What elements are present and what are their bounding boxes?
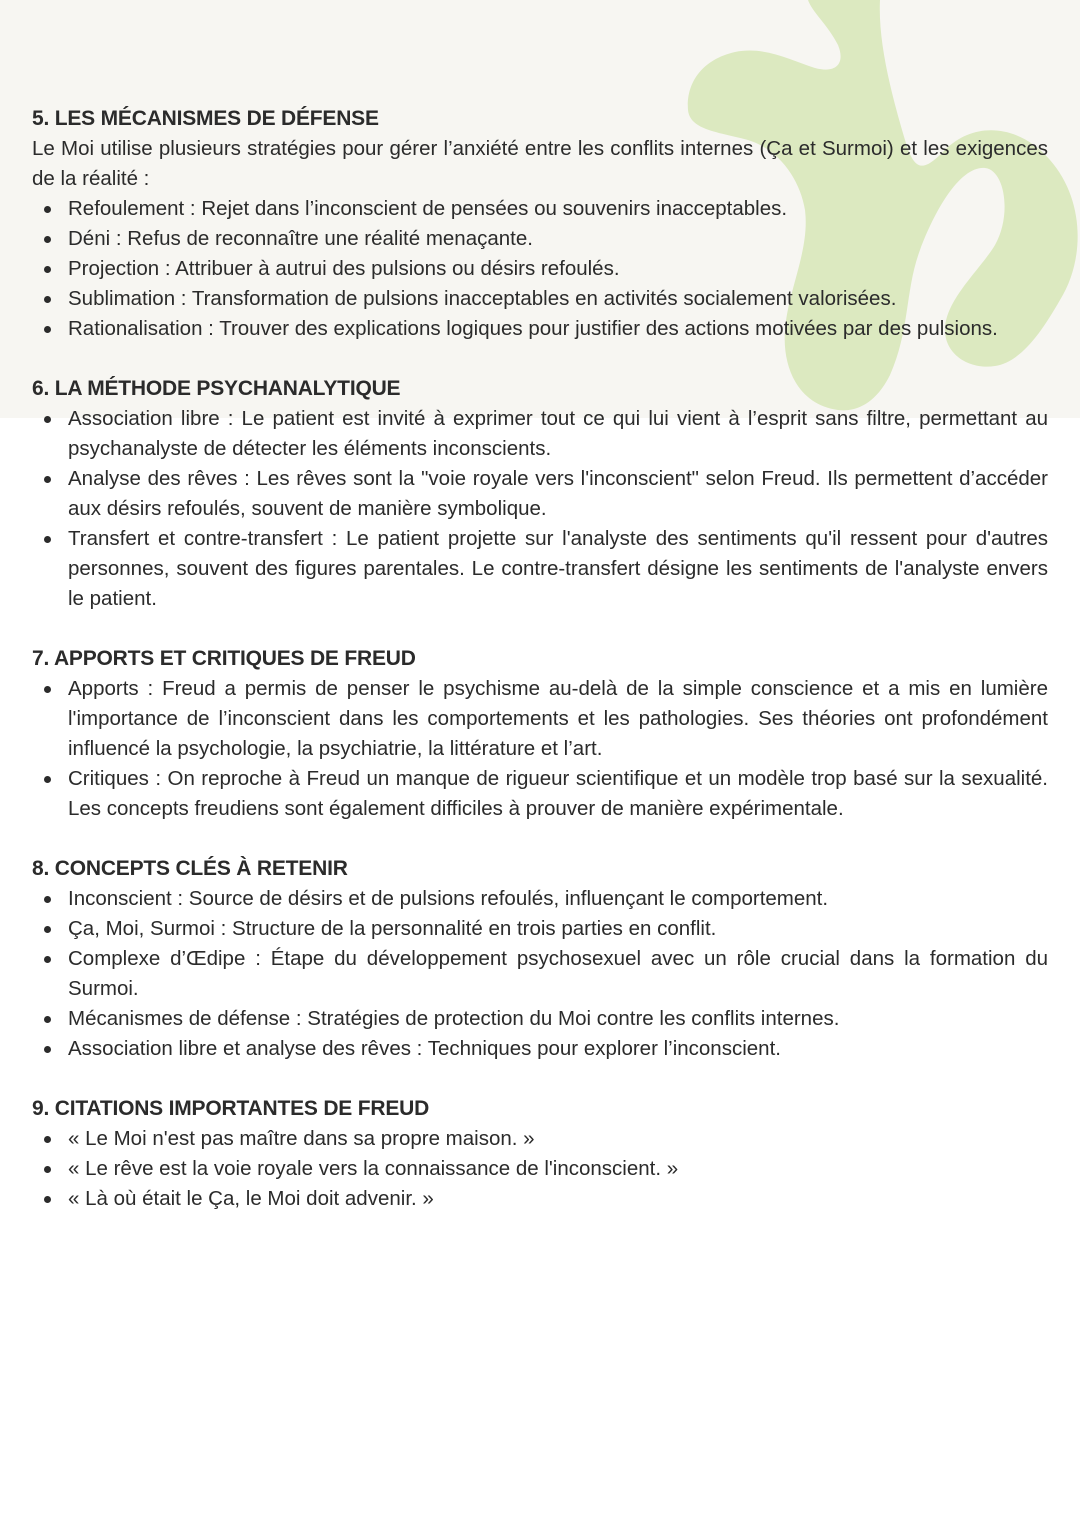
section-title: 8. CONCEPTS CLÉS À RETENIR <box>32 857 348 880</box>
list-item: Apports : Freud a permis de penser le psychisme au-delà de la simple conscience et a mis en lumière l'importance de l’inconscient dans les comportements et les pathologies. Ses théories ont profondément influencé la psychologie, la psychiatrie, la littérature et l’art. <box>32 674 1048 764</box>
bullet-icon <box>44 476 51 483</box>
bullet-icon <box>44 266 51 273</box>
bullet-icon <box>44 896 51 903</box>
list-item: Association libre : Le patient est invité à exprimer tout ce qui lui vient à l’esprit sans filtre, permettant au psychanalyste de détecter les éléments inconscients. <box>32 404 1048 464</box>
section-contributions-critiques <box>32 644 1048 824</box>
list-item: Complexe d’Œdipe : Étape du développement psychosexuel avec un rôle crucial dans la formation du Surmoi. <box>32 944 1048 1004</box>
section-intro: Le Moi utilise plusieurs stratégies pour gérer l’anxiété entre les conflits internes (Ça et Surmoi) et les exigences de la réalité : <box>32 137 1048 190</box>
bullet-list <box>32 884 1048 1064</box>
bullet-icon <box>44 1166 51 1173</box>
section-title: 7. APPORTS ET CRITIQUES DE FREUD <box>32 647 416 670</box>
list-item: « Le Moi n'est pas maître dans sa propre maison. » <box>32 1124 1048 1154</box>
bullet-icon <box>44 296 51 303</box>
bullet-list <box>32 674 1048 824</box>
bullet-icon <box>44 686 51 693</box>
list-item: Projection : Attribuer à autrui des pulsions ou désirs refoulés. <box>32 254 1048 284</box>
list-item: « Là où était le Ça, le Moi doit advenir. » <box>32 1184 1048 1214</box>
bullet-icon <box>44 1016 51 1023</box>
section-title: 6. LA MÉTHODE PSYCHANALYTIQUE <box>32 377 401 400</box>
bullet-icon <box>44 416 51 423</box>
bullet-icon <box>44 956 51 963</box>
section-quotes <box>32 1094 1048 1214</box>
list-item: Déni : Refus de reconnaître une réalité menaçante. <box>32 224 1048 254</box>
section-title: 9. CITATIONS IMPORTANTES DE FREUD <box>32 1097 430 1120</box>
list-item: Rationalisation : Trouver des explications logiques pour justifier des actions motivées par des pulsions. <box>32 314 1048 344</box>
bullet-icon <box>44 1196 51 1203</box>
bullet-list <box>32 194 1048 344</box>
bullet-icon <box>44 326 51 333</box>
section-defense-mechanisms <box>32 104 1048 344</box>
list-item: « Le rêve est la voie royale vers la connaissance de l'inconscient. » <box>32 1154 1048 1184</box>
list-item: Inconscient : Source de désirs et de pulsions refoulés, influençant le comportement. <box>32 884 1048 914</box>
section-title: 5. LES MÉCANISMES DE DÉFENSE <box>32 107 379 130</box>
list-item: Transfert et contre-transfert : Le patient projette sur l'analyste des sentiments qu'il ressent pour d'autres personnes, souvent des figures parentales. Le contre-transfert désigne les sentiments de l'analyste envers le patient. <box>32 524 1048 614</box>
list-item: Ça, Moi, Surmoi : Structure de la personnalité en trois parties en conflit. <box>32 914 1048 944</box>
bullet-icon <box>44 536 51 543</box>
document-body <box>32 104 1048 1244</box>
list-item: Sublimation : Transformation de pulsions inacceptables en activités socialement valorisées. <box>32 284 1048 314</box>
list-item: Mécanismes de défense : Stratégies de protection du Moi contre les conflits internes. <box>32 1004 1048 1034</box>
list-item: Critiques : On reproche à Freud un manque de rigueur scientifique et un modèle trop basé sur la sexualité. Les concepts freudiens sont également difficiles à prouver de manière expérimentale. <box>32 764 1048 824</box>
section-key-concepts <box>32 854 1048 1064</box>
bullet-icon <box>44 206 51 213</box>
list-item: Analyse des rêves : Les rêves sont la "voie royale vers l'inconscient" selon Freud. Ils permettent d’accéder aux désirs refoulés, souvent de manière symbolique. <box>32 464 1048 524</box>
list-item: Refoulement : Rejet dans l’inconscient de pensées ou souvenirs inacceptables. <box>32 194 1048 224</box>
bullet-icon <box>44 1046 51 1053</box>
bullet-icon <box>44 776 51 783</box>
list-item: Association libre et analyse des rêves : Techniques pour explorer l’inconscient. <box>32 1034 1048 1064</box>
section-psychoanalytic-method <box>32 374 1048 614</box>
bullet-icon <box>44 926 51 933</box>
bullet-list <box>32 404 1048 614</box>
bullet-list <box>32 1124 1048 1214</box>
bullet-icon <box>44 1136 51 1143</box>
bullet-icon <box>44 236 51 243</box>
